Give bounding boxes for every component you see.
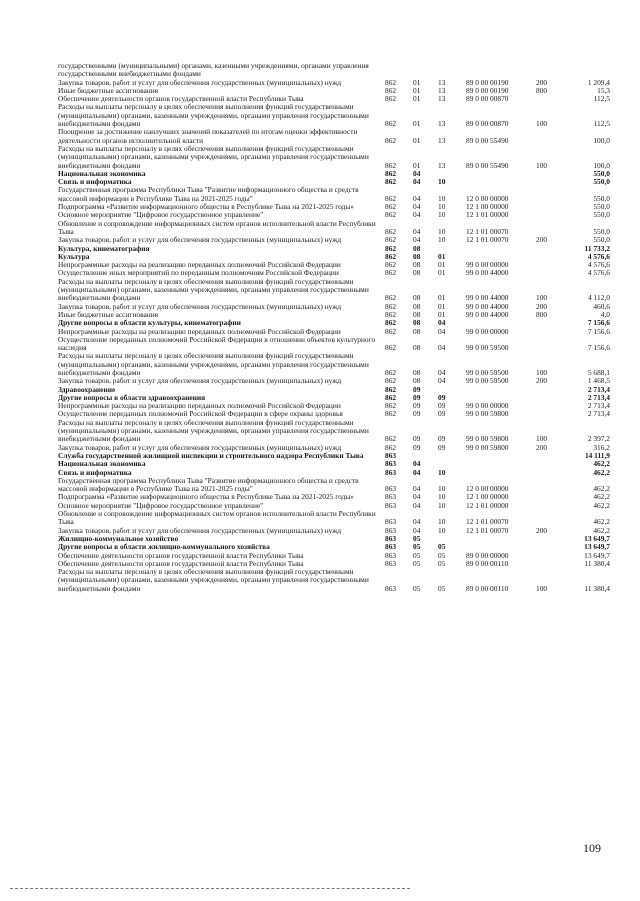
target-article-code: 89 0 00 55490: [466, 135, 509, 145]
table-row: [58, 103, 610, 128]
target-article-code: 12 0 00 00000: [466, 193, 509, 203]
ministry-code: 862: [385, 235, 397, 245]
section-code: 04: [413, 177, 421, 187]
expense-type-code: 100: [536, 583, 548, 593]
table-row: [58, 477, 610, 494]
ministry-code: 862: [385, 260, 397, 270]
row-description: Основное мероприятие "Цифровое государственное управление": [58, 500, 264, 510]
ministry-code: 862: [385, 243, 397, 253]
target-article-code: 12 0 00 00000: [466, 484, 509, 494]
amount: 550,0: [593, 235, 610, 245]
row-description: Осуществление переданных полномочий Российской Федерации в отношении объектов культурного наследия: [58, 334, 376, 353]
target-article-code: 99 0 00 44000: [466, 293, 509, 303]
row-description: Иные бюджетные ассигнования: [58, 85, 159, 95]
ministry-code: 863: [385, 450, 397, 460]
target-article-code: 12 1 01 00070: [466, 517, 509, 527]
subsection-code: 04: [438, 326, 446, 336]
ministry-code: 862: [385, 409, 397, 419]
subsection-code: 10: [438, 484, 446, 494]
subsection-code: 05: [438, 550, 446, 560]
amount: 11 380,4: [584, 583, 610, 593]
row-description: Связь и информатика: [58, 177, 132, 187]
row-description: Непрограммные расходы на реализацию переданных полномочий Российской Федерации: [58, 260, 341, 270]
table-row: [58, 352, 610, 377]
subsection-code: 13: [438, 94, 446, 104]
row-description: Закупка товаров, работ и услуг для обеспечения государственных (муниципальных) нужд: [58, 235, 342, 245]
section-code: 04: [413, 467, 421, 477]
target-article-code: 89 0 00 00000: [466, 550, 509, 560]
table-row: [58, 245, 610, 253]
ministry-code: 862: [385, 226, 397, 236]
amount: 11 733,2: [584, 243, 610, 253]
amount: 14 111,9: [584, 450, 610, 460]
amount: 2 713,4: [587, 409, 610, 419]
amount: 550,0: [593, 202, 610, 212]
ministry-code: 862: [385, 135, 397, 145]
amount: 550,0: [593, 210, 610, 220]
subsection-code: 01: [438, 301, 446, 311]
section-code: 08: [413, 251, 421, 261]
section-code: 04: [413, 517, 421, 527]
subsection-code: 10: [438, 210, 446, 220]
table-row: [58, 278, 610, 303]
section-code: 08: [413, 309, 421, 319]
subsection-code: 01: [438, 309, 446, 319]
amount: 4 576,6: [587, 260, 610, 270]
ministry-code: 862: [385, 293, 397, 303]
row-description: Обновление и сопровождение информационных систем органов исполнительной власти Республики Тыва: [58, 509, 376, 527]
section-code: 08: [413, 260, 421, 270]
expense-type-code: 100: [536, 434, 548, 444]
ministry-code: 863: [385, 558, 397, 568]
target-article-code: 99 0 00 00000: [466, 326, 509, 336]
subsection-code: 04: [438, 376, 446, 386]
expense-type-code: 200: [536, 525, 548, 535]
target-article-code: 12 1 01 00000: [466, 500, 509, 510]
row-description: Расходы на выплаты персоналу в целях обеспечения выполнения функций государственными (муниципальными) органами, казенными учреждениями, органами управления государственными внебюджетными фондами: [58, 567, 369, 593]
subsection-code: 01: [438, 260, 446, 270]
row-description: Национальная экономика: [58, 168, 146, 178]
amount: 462,2: [593, 517, 610, 527]
ministry-code: 862: [385, 193, 397, 203]
amount: 4 576,6: [587, 268, 610, 278]
section-code: 08: [413, 318, 421, 328]
subsection-code: 13: [438, 135, 446, 145]
subsection-code: 05: [438, 558, 446, 568]
section-code: 09: [413, 442, 421, 452]
amount: 550,0: [593, 168, 610, 178]
row-description: Обновление и сопровождение информационных систем органов исполнительной власти Республики Тыва: [58, 218, 376, 236]
expense-type-code: 200: [536, 301, 548, 311]
table-row: [58, 220, 610, 237]
target-article-code: 99 0 00 59800: [466, 442, 509, 452]
ministry-code: 862: [385, 177, 397, 187]
amount: 462,2: [593, 467, 610, 477]
subsection-code: 05: [438, 542, 446, 552]
section-code: 08: [413, 343, 421, 353]
row-description: Поощрение за достижение наилучших значений показателей по итогам оценки эффективности деятельности органов исполнительной власти: [58, 127, 358, 145]
ministry-code: 863: [385, 484, 397, 494]
ministry-code: 862: [385, 77, 397, 87]
ministry-code: 863: [385, 583, 397, 593]
subsection-code: 09: [438, 401, 446, 411]
amount: 1 209,4: [587, 77, 610, 87]
expense-type-code: 200: [536, 442, 548, 452]
ministry-code: 862: [385, 268, 397, 278]
table-row: [58, 186, 610, 203]
ministry-code: 862: [385, 210, 397, 220]
amount: 462,2: [593, 500, 610, 510]
table-row: [58, 377, 610, 385]
target-article-code: 89 0 00 00870: [466, 94, 509, 104]
target-article-code: 12 1 00 00000: [466, 492, 509, 502]
expense-type-code: 100: [536, 119, 548, 129]
target-article-code: 12 1 01 00070: [466, 235, 509, 245]
section-code: 09: [413, 384, 421, 394]
subsection-code: 04: [438, 318, 446, 328]
row-description: Обеспечение деятельности органов государственной власти Республики Тыва: [58, 550, 304, 560]
section-code: 04: [413, 484, 421, 494]
section-code: 05: [413, 558, 421, 568]
row-description: Осуществление иных мероприятий по переданным полномочиям Российской Федерации: [58, 268, 339, 278]
ministry-code: 863: [385, 492, 397, 502]
table-row: [58, 128, 610, 145]
target-article-code: 12 1 01 00070: [466, 525, 509, 535]
expense-type-code: 200: [536, 235, 548, 245]
ministry-code: 863: [385, 459, 397, 469]
row-description: Здравоохранение: [58, 384, 116, 394]
ministry-code: 862: [385, 168, 397, 178]
subsection-code: 04: [438, 343, 446, 353]
row-description: Национальная экономика: [58, 459, 146, 469]
amount: 112,5: [593, 94, 610, 104]
target-article-code: 89 0 00 00190: [466, 85, 509, 95]
ministry-code: 862: [385, 326, 397, 336]
section-code: 01: [413, 94, 421, 104]
ministry-code: 862: [385, 442, 397, 452]
section-code: 08: [413, 376, 421, 386]
section-code: 08: [413, 293, 421, 303]
section-code: 09: [413, 409, 421, 419]
section-code: 01: [413, 77, 421, 87]
expense-type-code: 100: [536, 293, 548, 303]
section-code: 09: [413, 401, 421, 411]
row-description: Расходы на выплаты персоналу в целях обеспечения выполнения функций государственными (муниципальными) органами, казенными учреждениями, органами управления государственными внебюджетными фондами: [58, 351, 369, 377]
amount: 2 713,4: [587, 401, 610, 411]
ministry-code: 862: [385, 367, 397, 377]
section-code: 04: [413, 226, 421, 236]
amount: 2 397,2: [587, 434, 610, 444]
target-article-code: 99 0 00 44000: [466, 268, 509, 278]
ministry-code: 862: [385, 94, 397, 104]
amount: 550,0: [593, 226, 610, 236]
amount: 7 156,6: [587, 326, 610, 336]
ministry-code: 862: [385, 343, 397, 353]
subsection-code: 13: [438, 160, 446, 170]
subsection-code: 10: [438, 500, 446, 510]
row-description: Подпрограмма «Развитие информационного общества в Республике Тыва на 2021-2025 годы»: [58, 202, 354, 212]
row-description: Обеспечение деятельности органов государственной власти Республики Тыва: [58, 558, 304, 568]
section-code: 01: [413, 85, 421, 95]
target-article-code: 89 0 00 00110: [466, 558, 509, 568]
section-code: 04: [413, 459, 421, 469]
section-code: 04: [413, 492, 421, 502]
section-code: 05: [413, 550, 421, 560]
subsection-code: 10: [438, 525, 446, 535]
amount: 100,0: [593, 160, 610, 170]
subsection-code: 09: [438, 434, 446, 444]
row-description: Закупка товаров, работ и услуг для обеспечения государственных (муниципальных) нужд: [58, 525, 342, 535]
section-code: 09: [413, 392, 421, 402]
target-article-code: 89 0 00 55490: [466, 160, 509, 170]
section-code: 04: [413, 235, 421, 245]
amount: 4 112,0: [588, 293, 610, 303]
amount: 2 713,4: [587, 384, 610, 394]
row-description: Служба государственной жилищной инспекции и строительного надзора Республики Тыва: [58, 450, 364, 460]
ministry-code: 863: [385, 525, 397, 535]
target-article-code: 99 0 00 44000: [466, 301, 509, 311]
section-code: 05: [413, 542, 421, 552]
budget-table: [58, 62, 610, 593]
amount: 4 576,6: [587, 251, 610, 261]
target-article-code: 99 0 00 00000: [466, 401, 509, 411]
expense-type-code: 100: [536, 367, 548, 377]
target-article-code: 12 1 01 00070: [466, 226, 509, 236]
ministry-code: 862: [385, 384, 397, 394]
row-description: Государственная программа Республики Тыва "Развитие информационного общества и средств массовой информации в Республике Тыва на 2021-2025 годы": [58, 475, 359, 494]
expense-type-code: 800: [536, 85, 548, 95]
ministry-code: 862: [385, 160, 397, 170]
subsection-code: 01: [438, 293, 446, 303]
amount: 100,0: [593, 135, 610, 145]
amount: 13 649,7: [584, 533, 610, 543]
section-code: 08: [413, 268, 421, 278]
ministry-code: 862: [385, 309, 397, 319]
section-code: 08: [413, 367, 421, 377]
table-row: [58, 62, 610, 79]
target-article-code: 99 0 00 59500: [466, 367, 509, 377]
section-code: 04: [413, 500, 421, 510]
ministry-code: 863: [385, 533, 397, 543]
target-article-code: 99 0 00 44000: [466, 309, 509, 319]
table-row: [58, 336, 610, 353]
row-description: Жилищно-коммунальное хозяйство: [58, 533, 179, 543]
row-description: Непрограммные расходы на реализацию переданных полномочий Российской Федерации: [58, 401, 341, 411]
target-article-code: 89 0 00 00110: [466, 583, 509, 593]
subsection-code: 01: [438, 268, 446, 278]
target-article-code: 12 1 01 00000: [466, 210, 509, 220]
row-description: Культура: [58, 251, 90, 261]
amount: 462,2: [593, 459, 610, 469]
amount: 7 156,6: [587, 318, 610, 328]
ministry-code: 862: [385, 318, 397, 328]
section-code: 04: [413, 210, 421, 220]
table-row: [58, 145, 610, 170]
row-description: Другие вопросы в области здравоохранения: [58, 392, 206, 402]
subsection-code: 10: [438, 467, 446, 477]
row-description: Государственная программа Республики Тыва "Развитие информационного общества и средств массовой информации в Республике Тыва на 2021-2025 годы": [58, 185, 359, 203]
ministry-code: 862: [385, 251, 397, 261]
table-row: [58, 568, 610, 593]
subsection-code: 09: [438, 442, 446, 452]
subsection-code: 13: [438, 77, 446, 87]
row-description: Другие вопросы в области жилищно-коммунального хозяйства: [58, 542, 270, 552]
subsection-code: 10: [438, 177, 446, 187]
row-description: Культура, кинематография: [58, 243, 150, 253]
amount: 460,6: [593, 301, 610, 311]
subsection-code: 13: [438, 85, 446, 95]
table-row: [58, 419, 610, 444]
section-code: 08: [413, 301, 421, 311]
row-description: Подпрограмма «Развитие информационного общества в Республике Тыва на 2021-2025 годы»: [58, 492, 354, 502]
section-code: 04: [413, 193, 421, 203]
subsection-code: 09: [438, 392, 446, 402]
target-article-code: 99 0 00 59800: [466, 409, 509, 419]
section-code: 05: [413, 583, 421, 593]
amount: 13 649,7: [584, 550, 610, 560]
section-code: 04: [413, 168, 421, 178]
target-article-code: 99 0 00 59500: [466, 376, 509, 386]
amount: 5 688,1: [587, 367, 610, 377]
amount: 462,2: [593, 484, 610, 494]
ministry-code: 863: [385, 500, 397, 510]
amount: 15,3: [597, 85, 610, 95]
scan-edge-dashes: [10, 888, 410, 891]
section-code: 01: [413, 160, 421, 170]
row-description: Закупка товаров, работ и услуг для обеспечения государственных (муниципальных) нужд: [58, 442, 342, 452]
amount: 1 468,5: [587, 376, 610, 386]
section-code: 08: [413, 243, 421, 253]
row-description: Иные бюджетные ассигнования: [58, 309, 159, 319]
target-article-code: 89 0 00 00870: [466, 119, 509, 129]
row-description: Обеспечение деятельности органов государственной власти Республики Тыва: [58, 94, 304, 104]
row-description: Расходы на выплаты персоналу в целях обеспечения выполнения функций государственными (муниципальными) органами, казенными учреждениями, органами управления государственными внебюджетными фондами: [58, 102, 369, 129]
target-article-code: 99 0 00 59500: [466, 343, 509, 353]
target-article-code: 99 0 00 59800: [466, 434, 509, 444]
subsection-code: 10: [438, 235, 446, 245]
amount: 316,2: [593, 442, 610, 452]
amount: 11 380,4: [584, 558, 610, 568]
amount: 550,0: [593, 177, 610, 187]
row-description: Непрограммные расходы на реализацию переданных полномочий Российской Федерации: [58, 326, 341, 336]
section-code: 01: [413, 135, 421, 145]
ministry-code: 863: [385, 542, 397, 552]
ministry-code: 862: [385, 119, 397, 129]
expense-type-code: 200: [536, 77, 548, 87]
table-row: [58, 170, 610, 178]
ministry-code: 862: [385, 202, 397, 212]
row-description: Расходы на выплаты персоналу в целях обеспечения выполнения функций государственными (муниципальными) органами, казенными учреждениями, органами управления государственными внебюджетными фондами: [58, 143, 369, 170]
subsection-code: 09: [438, 409, 446, 419]
amount: 2 713,4: [587, 392, 610, 402]
amount: 462,2: [593, 525, 610, 535]
table-row: [58, 460, 610, 468]
subsection-code: 10: [438, 202, 446, 212]
expense-type-code: 200: [536, 376, 548, 386]
ministry-code: 862: [385, 392, 397, 402]
subsection-code: 10: [438, 193, 446, 203]
amount: 7 156,6: [587, 343, 610, 353]
subsection-code: 05: [438, 583, 446, 593]
subsection-code: 10: [438, 517, 446, 527]
expense-type-code: 100: [536, 160, 548, 170]
row-description: Расходы на выплаты персоналу в целях обеспечения выполнения функций государственными (муниципальными) органами, казенными учреждениями, органами управления государственными внебюджетными фондами: [58, 417, 369, 444]
row-description: Осуществление переданных полномочий Российской Федерации в сфере охраны здоровья: [58, 409, 343, 419]
target-article-code: 12 1 00 00000: [466, 202, 509, 212]
subsection-code: 10: [438, 226, 446, 236]
section-code: 05: [413, 533, 421, 543]
amount: 4,0: [600, 309, 610, 319]
amount: 112,5: [593, 119, 610, 129]
section-code: 04: [413, 202, 421, 212]
ministry-code: 863: [385, 517, 397, 527]
page-number: 109: [583, 841, 601, 855]
target-article-code: 89 0 00 00190: [466, 77, 509, 87]
expense-type-code: 800: [536, 309, 548, 319]
target-article-code: 99 0 00 00000: [466, 260, 509, 270]
subsection-code: 10: [438, 492, 446, 502]
amount: 13 649,7: [584, 542, 610, 552]
row-description: Другие вопросы в области культуры, кинематографии: [58, 318, 241, 328]
row-description: Основное мероприятие "Цифровое государственное управление": [58, 210, 264, 220]
ministry-code: 863: [385, 467, 397, 477]
amount: 462,2: [593, 492, 610, 502]
row-description: Закупка товаров, работ и услуг для обеспечения государственных (муниципальных) нужд: [58, 77, 342, 87]
ministry-code: 862: [385, 301, 397, 311]
section-code: 09: [413, 434, 421, 444]
section-code: 01: [413, 119, 421, 129]
subsection-code: 04: [438, 367, 446, 377]
amount: 550,0: [593, 193, 610, 203]
ministry-code: 862: [385, 401, 397, 411]
ministry-code: 862: [385, 434, 397, 444]
row-description: Расходы на выплаты персоналу в целях обеспечения выполнения функций государственными (муниципальными) органами, казенными учреждениями, органами управления государственными внебюджетными фондами: [58, 276, 369, 303]
row-description: Закупка товаров, работ и услуг для обеспечения государственных (муниципальных) нужд: [58, 301, 342, 311]
subsection-code: 13: [438, 119, 446, 129]
table-row: [58, 510, 610, 527]
ministry-code: 862: [385, 85, 397, 95]
row-description: Закупка товаров, работ и услуг для обеспечения государственных (муниципальных) нужд: [58, 376, 342, 386]
section-code: 08: [413, 326, 421, 336]
ministry-code: 863: [385, 550, 397, 560]
row-description: государственными (муниципальными) органами, казенными учреждениями, органами управления государственными внебюджетными фондами: [58, 61, 369, 79]
ministry-code: 862: [385, 376, 397, 386]
section-code: 04: [413, 525, 421, 535]
row-description: Связь и информатика: [58, 467, 132, 477]
subsection-code: 01: [438, 251, 446, 261]
